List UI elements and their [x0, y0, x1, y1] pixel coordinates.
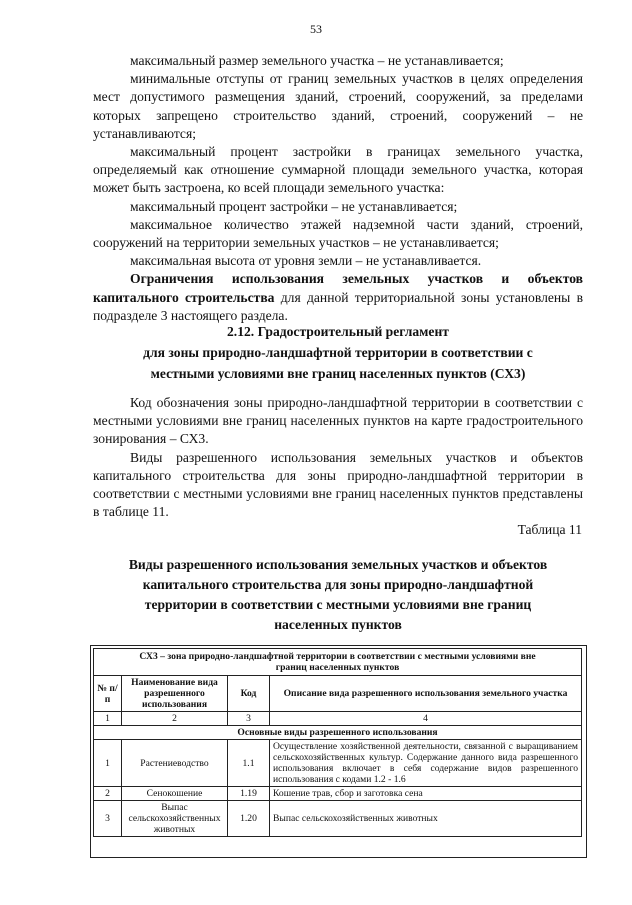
- group-label: Основные виды разрешенного использования: [94, 726, 582, 740]
- col-number: 1: [94, 712, 122, 726]
- restriction-bold: Ограничения использования земельных участков и объектов капитального строительства: [93, 271, 583, 305]
- row-code: 1.19: [228, 787, 270, 801]
- col-number: 4: [270, 712, 582, 726]
- restriction-paragraph: [93, 270, 583, 325]
- paragraph: максимальный процент застройки в границах земельного участка, определяемый как отношение суммарной площади земельного участка, которая может быть застроена, ко всей площади земельного участка:: [93, 144, 583, 196]
- section-heading-line: для зоны природно-ландшафтной территории в соответствии с: [143, 345, 533, 360]
- row-code: 1.1: [228, 740, 270, 787]
- header-desc: Описание вида разрешенного использования земельного участка: [270, 676, 582, 712]
- table-title: [93, 555, 583, 635]
- text-block-1: [93, 52, 583, 325]
- row-desc: Выпас сельскохозяйственных животных: [270, 801, 582, 837]
- table-header-row: [94, 676, 582, 712]
- group-row: [94, 726, 582, 740]
- paragraph: максимальный размер земельного участка – не устанавливается;: [130, 53, 504, 68]
- col-number: 2: [122, 712, 228, 726]
- row-desc: Кошение трав, сбор и заготовка сена: [270, 787, 582, 801]
- table-title-line: населенных пунктов: [274, 617, 402, 632]
- regulation-table: [93, 648, 582, 837]
- paragraph: максимальный процент застройки – не устанавливается;: [130, 198, 458, 214]
- header-code: Код: [228, 676, 270, 712]
- row-num: 1: [94, 740, 122, 787]
- section-heading-line: местными условиями вне границ населенных пунктов (СХ3): [150, 366, 526, 381]
- paragraph: максимальное количество этажей надземной части зданий, строений, сооружений на территории земельных участков – не устанавливается;: [93, 216, 583, 251]
- section-heading: [93, 321, 583, 384]
- paragraph: максимальная высота от уровня земли – не устанавливается.: [130, 253, 482, 269]
- restriction-rest: для данной территориальной зоны установлены в подразделе 3 настоящего раздела.: [93, 289, 583, 323]
- row-name: Выпас сельскохозяйственных животных: [122, 801, 228, 837]
- page-number: 53: [310, 22, 322, 36]
- row-name: Растениеводство: [122, 740, 228, 787]
- header-name: Наименование вида разрешенного использования: [122, 676, 228, 712]
- table-label: Таблица 11: [517, 522, 582, 537]
- row-desc: Осуществление хозяйственной деятельности, связанной с выращиванием сельскохозяйственных культур. Содержание данного вида разрешенного использования включает в себя содержание видов разрешенного использования с кодами 1.2 - 1.6: [270, 740, 582, 787]
- table-title-line: территории в соответствии с местными условиями вне границ: [144, 597, 532, 612]
- paragraph: Виды разрешенного использования земельных участков и объектов капитального строительства для зоны природно-ландшафтной территории в соответствии с местными условиями вне границ населенных пунктов представлены в таблице 11.: [93, 449, 583, 520]
- table-colnum-row: [94, 712, 582, 726]
- section-heading-line: 2.12. Градостроительный регламент: [227, 324, 449, 339]
- table-row: [94, 740, 582, 787]
- table-row: [94, 787, 582, 801]
- paragraph: минимальные отступы от границ земельных участков в целях определения мест допустимого размещения зданий, строений, сооружений, за пределами которых запрещено строительство зданий, строений, сооружений – не устанавливаются;: [93, 71, 583, 141]
- paragraph: Код обозначения зоны природно-ландшафтной территории в соответствии с местными условиями вне границ населенных пунктов на карте градостроительного зонирования – СХ3.: [93, 395, 583, 447]
- row-name: Сенокошение: [122, 787, 228, 801]
- zone-caption: СХ3 – зона природно-ландшафтной территории в соответствии с местными условиями вне границ населенных пунктов: [94, 649, 582, 676]
- row-code: 1.20: [228, 801, 270, 837]
- col-number: 3: [228, 712, 270, 726]
- row-num: 2: [94, 787, 122, 801]
- text-block-2: [93, 394, 583, 521]
- table-title-line: капитального строительства для зоны природно-ландшафтной: [142, 577, 534, 592]
- table-title-line: Виды разрешенного использования земельных участков и объектов: [128, 557, 548, 572]
- row-num: 3: [94, 801, 122, 837]
- header-num: № п/п: [94, 676, 122, 712]
- table-row: [94, 801, 582, 837]
- table-caption-row: [94, 649, 582, 676]
